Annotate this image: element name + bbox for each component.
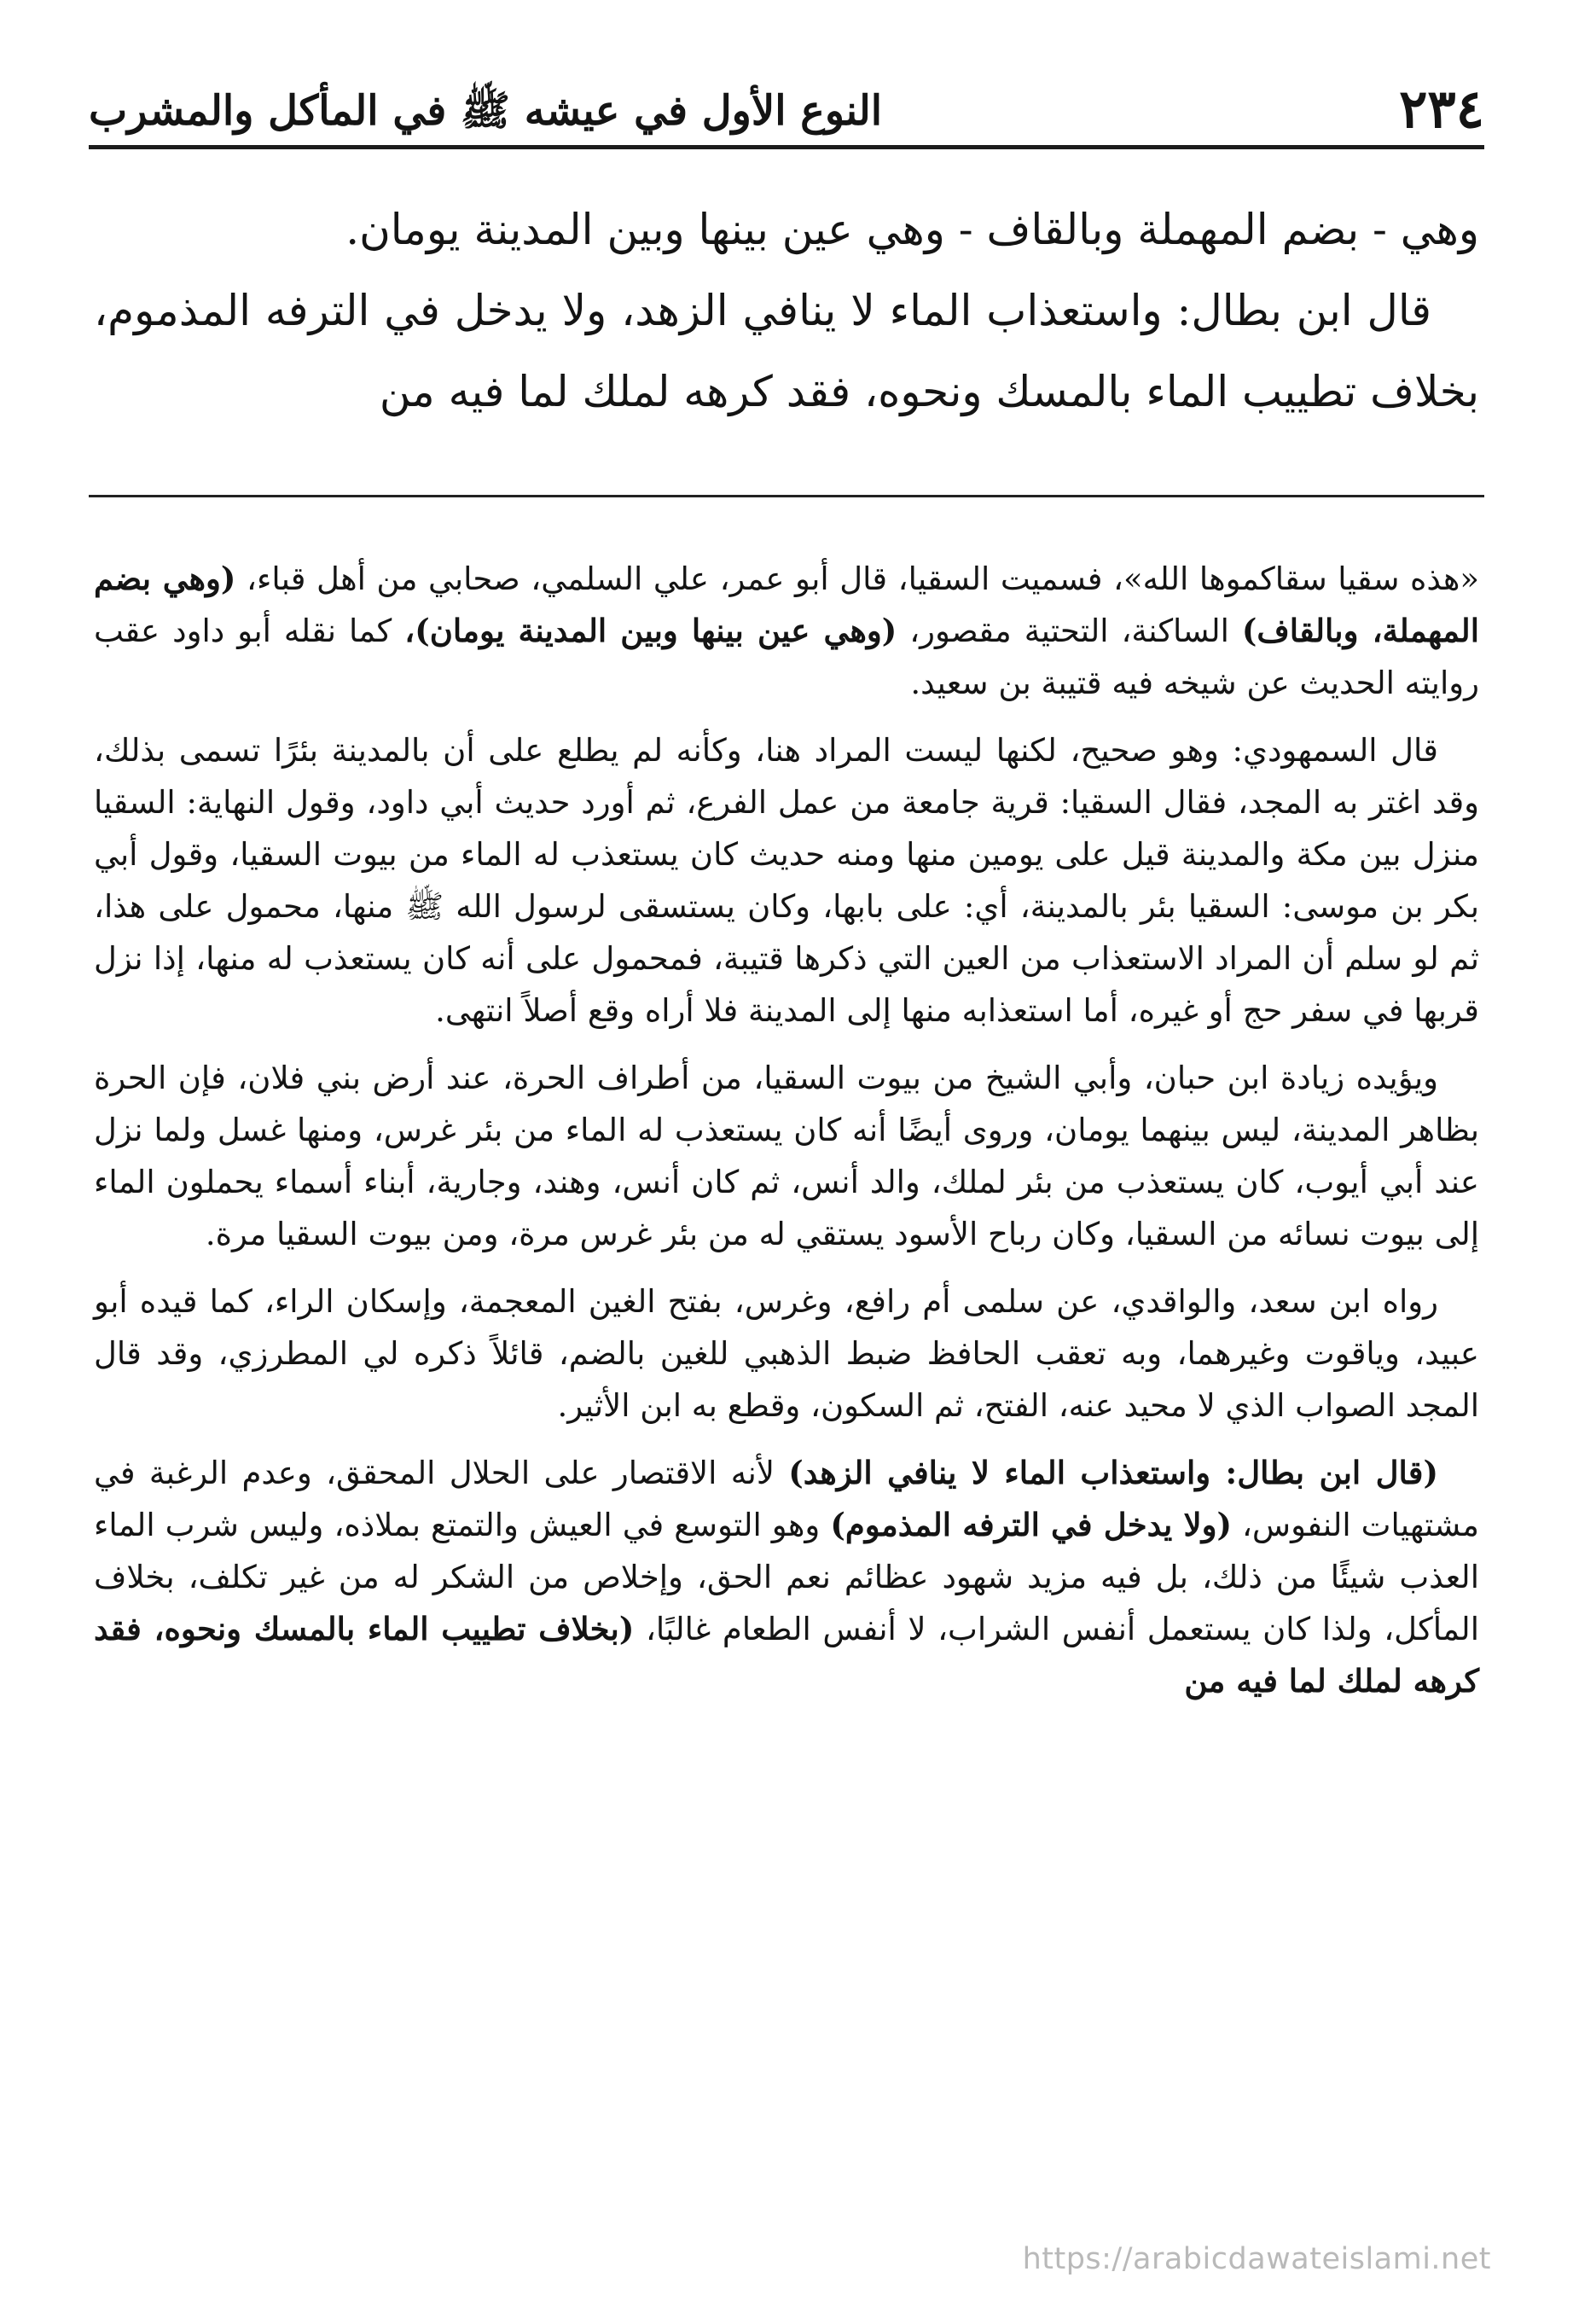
footnote-separator [89,495,1484,497]
commentary-text: وهو التوسع في العيش والتمتع بملاذه، وليس شرب الماء العذب شيئًا من ذلك، بل فيه مزيد شهود عظائم نعم الحق، وإخلاص من الشكر له من غير تكلف، بخلاف المأكل، ولذا كان يستعمل أنفس الشراب، لا أنفس الطعام غالبًا، [94,1507,1479,1647]
main-text-line: وهي - بضم المهملة وبالقاف - وهي عين بينها وبين المدينة يومان. [345,205,1479,254]
quoted-main-text: (وهي بضم المهملة، وبالقاف) [94,560,1479,649]
main-text [94,189,1479,433]
commentary-text: لأنه الاقتصار على الحلال المحقق، وعدم الرغبة في مشتهيات النفوس، [94,1455,1479,1543]
running-title: النوع الأول في عيشه ﷺ في المأكل والمشرب [89,87,883,135]
page-number: ٢٣٤ [1399,78,1484,140]
commentary [94,553,1479,1723]
commentary-paragraph-3: ويؤيده زيادة ابن حبان، وأبي الشيخ من بيوت السقيا، من أطراف الحرة، عند أرض بني فلان، فإن الحرة بظاهر المدينة، ليس بينهما يومان، وروى أيضًا أنه كان يستعذب له الماء من بئر غرس، ومنها غسل ولما نزل عند أبي أيوب، كان يستعذب من بئر لملك، والد أنس، ثم كان أنس، وهند، وجارية، أبناء أسماء يحملون الماء إلى بيوت نسائه من السقيا، وكان رباح الأسود يستقي له من بئر غرس مرة، ومن بيوت السقيا مرة. [94,1060,1479,1252]
main-text-paragraph: قال ابن بطال: واستعذاب الماء لا ينافي الزهد، ولا يدخل في الترفه المذموم، بخلاف تطييب الماء بالمسك ونحوه، فقد كرهه لملك لما فيه من [94,286,1479,416]
commentary-text: الساكنة، التحتية مقصور، [897,613,1242,649]
commentary-paragraph-1 [94,553,1479,709]
quoted-main-text: (قال ابن بطال: واستعذاب الماء لا ينافي الزهد) [788,1454,1438,1491]
commentary-text: «هذه سقيا سقاكموها الله»، فسميت السقيا، قال أبو عمر، علي السلمي، صحابي من أهل قباء، [235,561,1479,597]
commentary-paragraph-5 [94,1447,1479,1707]
commentary-paragraph-2: قال السمهودي: وهو صحيح، لكنها ليست المراد هنا، وكأنه لم يطلع على أن بالمدينة بئرًا تسمى بذلك، وقد اغتر به المجد، فقال السقيا: قرية جامعة من عمل الفرع، ثم أورد حديث أبي داود، وقول النهاية: السقيا منزل بين مكة والمدينة قيل على يومين منها ومنه حديث كان يستعذب له الماء من بيوت السقيا، وقول أبي بكر بن موسى: السقيا بئر بالمدينة، أي: على بابها، وكان يستسقى لرسول الله ﷺ منها، محمول على هذا، ثم لو سلم أن المراد الاستعذاب من العين التي ذكرها قتيبة، فمحمول على أنه كان يستعذب له منها، إذا نزل قربها في سفر حج أو غيره، أما استعذابه منها إلى المدينة فلا أراه وقع أصلاً انتهى. [94,732,1479,1029]
quoted-main-text: (ولا يدخل في الترفه المذموم) [830,1506,1232,1543]
running-header [89,78,1484,149]
commentary-paragraph-4: رواه ابن سعد، والواقدي، عن سلمى أم رافع، وغرس، بفتح الغين المعجمة، وإسكان الراء، كما قيده أبو عبيد، وياقوت وغيرهما، وبه تعقب الحافظ ضبط الذهبي للغين بالضم، قائلاً ذكره لي المطرزي، وقد قال المجد الصواب الذي لا محيد عنه، الفتح، ثم السكون، وقطع به ابن الأثير. [94,1283,1479,1424]
commentary-text: كما نقله أبو داود عقب روايته الحديث عن شيخه فيه قتيبة بن سعيد. [94,613,1479,701]
quoted-main-text: (وهي عين بينها وبين المدينة يومان)، [404,612,897,649]
quoted-main-text: (بخلاف تطييب الماء بالمسك ونحوه، فقد كرهه لملك لما فيه من [94,1610,1479,1699]
watermark-url: https://arabicdawateislami.net [1022,2242,1491,2276]
